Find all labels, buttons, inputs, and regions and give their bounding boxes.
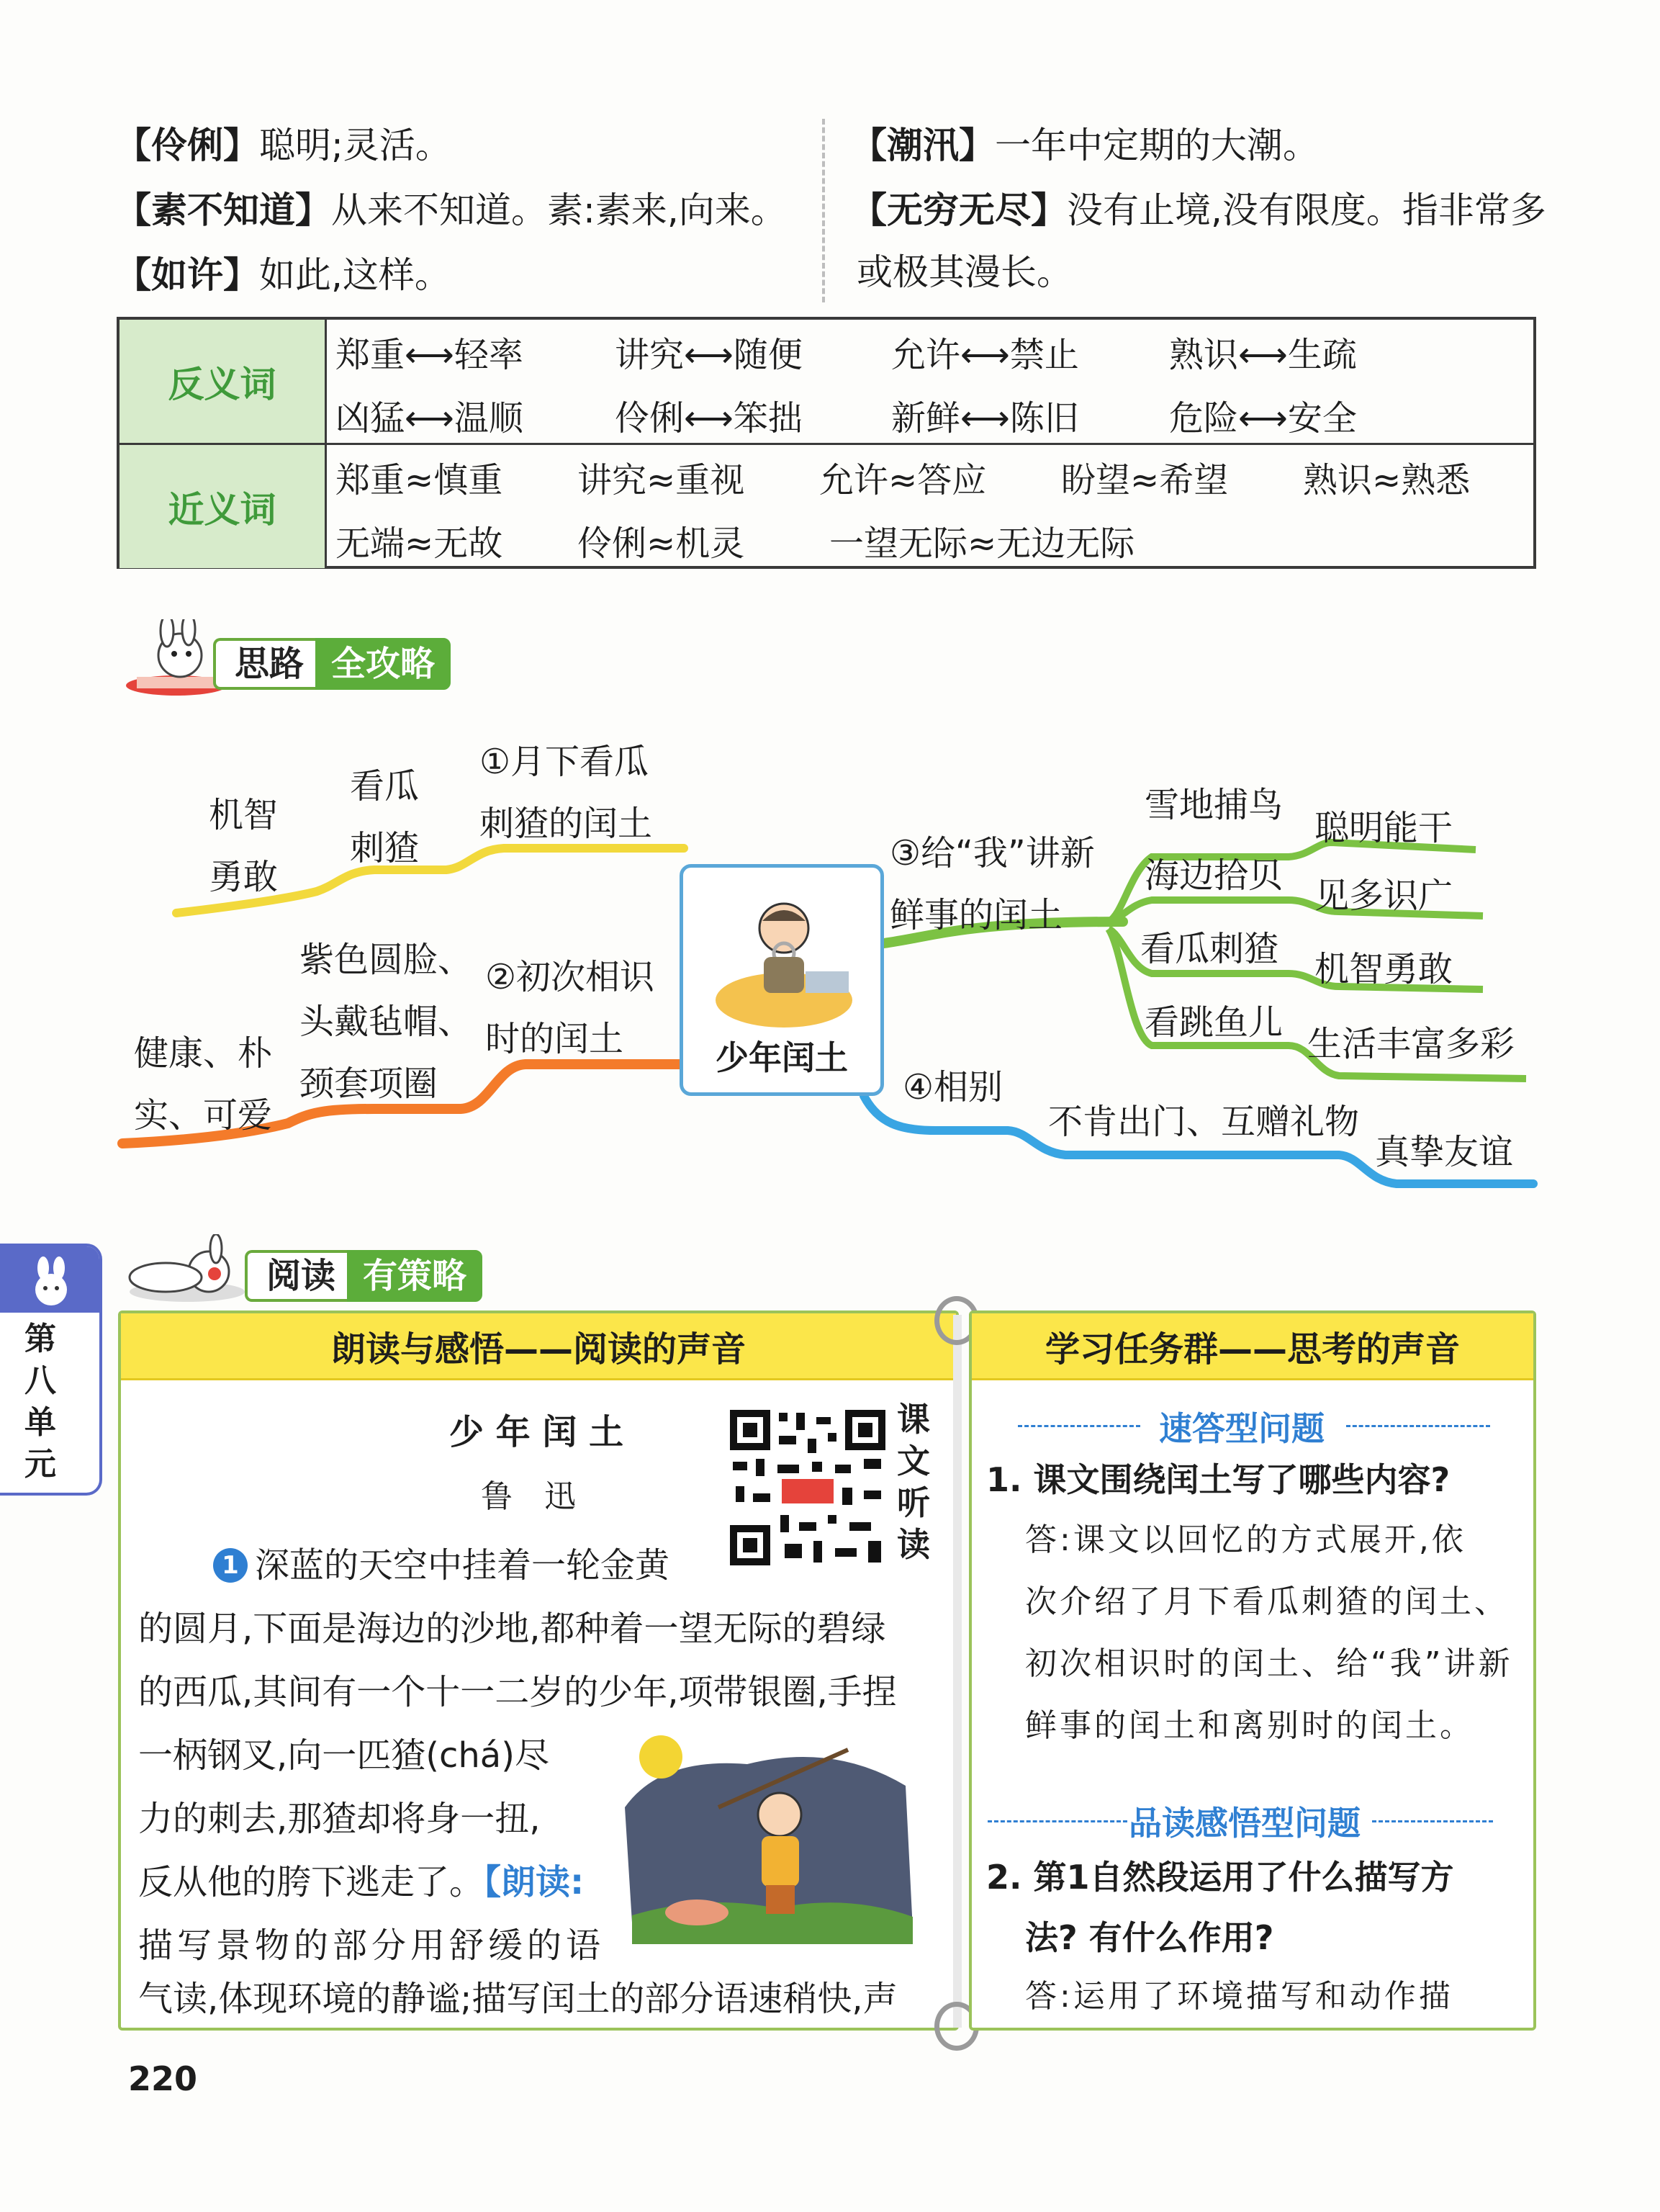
- boy-illustration: [712, 885, 856, 1029]
- task-panel: [969, 1310, 1536, 2031]
- mm-branch-2: ②初次相识 时的闰土: [485, 957, 655, 1059]
- task-panel-title: 学习任务群——思考的声音: [972, 1313, 1533, 1380]
- synonym-pair: 无端≈无故: [335, 523, 503, 564]
- audio-reading-label[interactable]: 课 文 听 读: [897, 1400, 930, 1564]
- reading-note-label: 【朗读:: [484, 1862, 585, 1902]
- mm-trait-e: 真挚友谊: [1375, 1132, 1514, 1172]
- reading-panel-title: 朗读与感悟——阅读的声音: [121, 1313, 956, 1380]
- mm-branch-3: ③给“我”讲新 鲜事的闰土: [890, 833, 1095, 935]
- mm-trait-2: 健康、朴 实、可爱: [134, 1033, 273, 1136]
- mm-event-d: 看跳鱼儿: [1145, 1002, 1284, 1043]
- rabbit-face-icon: [27, 1256, 75, 1307]
- antonym-pair: 新鲜⟷陈旧: [891, 398, 1079, 439]
- article-line: 的西瓜,其间有一个十一二岁的少年,项带银圈,手捏: [138, 1672, 897, 1712]
- mm-event-1: 看瓜 刺猹: [350, 766, 420, 868]
- mm-trait-1: 机智 勇敢: [209, 795, 279, 897]
- synonym-pair: 郑重≈慎重: [335, 460, 503, 500]
- glossary-item: 【伶俐】聪明;灵活。: [115, 125, 451, 166]
- reading-panel: [118, 1310, 959, 2031]
- antonym-pair: 讲究⟷随便: [615, 335, 803, 375]
- synonym-pair: 讲究≈重视: [577, 460, 745, 500]
- dash-divider: [1372, 1820, 1493, 1822]
- synonym-pair: 熟识≈熟悉: [1303, 460, 1471, 500]
- question-2: 2. 第1自然段运用了什么描写方: [986, 1858, 1454, 1897]
- boy-with-pitchfork-illustration: [618, 1728, 920, 1959]
- mm-event-a: 雪地捕鸟: [1145, 785, 1284, 825]
- mm-trait-a: 聪明能干: [1314, 808, 1453, 848]
- dash-divider: [1018, 1425, 1140, 1427]
- badge-part-1: 阅读: [245, 1250, 347, 1302]
- question-2: 法? 有什么作用?: [1025, 1918, 1274, 1957]
- page-number: 220: [128, 2059, 198, 2098]
- dash-divider: [988, 1820, 1127, 1822]
- article-title: 少 年 闰 土: [449, 1412, 624, 1452]
- mindmap-center-label: 少年闰土: [716, 1038, 848, 1077]
- mm-event-e: 不肯出门、互赠礼物: [1048, 1102, 1360, 1142]
- answer-1-line: 次介绍了月下看瓜刺猹的闰土、: [1025, 1583, 1509, 1620]
- answer-2-line: 答:运用了环境描写和动作描: [1025, 1978, 1453, 2015]
- glossary-item: 或极其漫长。: [857, 251, 1073, 293]
- synonym-pair: 伶俐≈机灵: [577, 523, 745, 564]
- antonym-pair: 熟识⟷生疏: [1169, 335, 1357, 375]
- binder-spine: [953, 1315, 962, 2028]
- article-author: 鲁 迅: [481, 1478, 576, 1515]
- mm-branch-4: ④相别: [903, 1067, 1003, 1107]
- article-line: 的圆月,下面是海边的沙地,都种着一望无际的碧绿: [138, 1609, 886, 1649]
- antonym-pair: 郑重⟷轻率: [335, 335, 523, 375]
- quick-question-heading: 速答型问题: [1159, 1409, 1325, 1448]
- mm-appearance: 紫色圆脸、 头戴毡帽、 颈套项圈: [299, 940, 473, 1104]
- article-line: 力的刺去,那猹却将身一扭,: [138, 1799, 541, 1839]
- synonym-pair: 允许≈答应: [819, 460, 987, 500]
- antonym-pair: 危险⟷安全: [1169, 398, 1357, 439]
- antonym-label: 反义词: [119, 320, 327, 443]
- antonym-pair: 允许⟷禁止: [891, 335, 1079, 375]
- antonym-pair: 凶猛⟷温顺: [335, 398, 523, 439]
- mm-trait-d: 生活丰富多彩: [1307, 1024, 1515, 1064]
- rabbit-lying-icon: [122, 1234, 245, 1306]
- article-line: 深蓝的天空中挂着一轮金黄: [255, 1545, 670, 1586]
- question-1: 1. 课文围绕闰土写了哪些内容?: [986, 1460, 1451, 1499]
- badge-part-1: 思路: [213, 638, 315, 690]
- appreciation-question-heading: 品读感悟型问题: [1129, 1804, 1361, 1843]
- dash-divider: [1346, 1425, 1490, 1427]
- unit-side-tab: [0, 1244, 102, 1496]
- qr-code-icon[interactable]: [727, 1407, 888, 1568]
- glossary-item: 【素不知道】从来不知道。素:素来,向来。: [115, 189, 787, 231]
- mm-event-b: 海边拾贝: [1145, 855, 1284, 896]
- mindmap-center: [680, 864, 884, 1096]
- glossary-item: 【如许】如此,这样。: [115, 254, 451, 296]
- unit-label: 第 八 单 元: [24, 1321, 56, 1483]
- answer-1-line: 初次相识时的闰土、给“我”讲新: [1025, 1645, 1513, 1682]
- mm-branch-1: ①月下看瓜 刺猹的闰土: [479, 742, 653, 844]
- section-badge-reading: [245, 1250, 482, 1302]
- paragraph-number-badge: 1: [213, 1548, 248, 1583]
- synonym-pair: 盼望≈希望: [1061, 460, 1229, 500]
- synonym-pair: 一望无际≈无边无际: [829, 523, 1135, 564]
- badge-part-2: 全攻略: [315, 638, 451, 690]
- mm-trait-c: 机智勇敢: [1314, 949, 1453, 989]
- answer-1-line: 鲜事的闰土和离别时的闰土。: [1025, 1707, 1474, 1744]
- synonym-label: 近义词: [119, 445, 327, 568]
- glossary-item: 【潮汛】一年中定期的大潮。: [851, 125, 1319, 166]
- mm-event-c: 看瓜刺猹: [1140, 929, 1279, 969]
- answer-1-line: 答:课文以回忆的方式展开,依: [1025, 1521, 1466, 1558]
- antonym-pair: 伶俐⟷笨拙: [615, 398, 803, 439]
- glossary-item: 【无穷无尽】没有止境,没有限度。指非常多: [851, 189, 1546, 231]
- reading-note-line: 气读,体现环境的静谧;描写闰土的部分语速稍快,声: [138, 1979, 898, 2019]
- reading-note-line: 描写景物的部分用舒缓的语: [138, 1925, 605, 1966]
- mm-trait-b: 见多识广: [1314, 876, 1453, 916]
- article-line: 一柄钢叉,向一匹猹(chá)尽: [138, 1735, 549, 1776]
- badge-part-2: 有策略: [347, 1250, 482, 1302]
- article-line: 反从他的胯下逃走了。【朗读:: [138, 1862, 585, 1902]
